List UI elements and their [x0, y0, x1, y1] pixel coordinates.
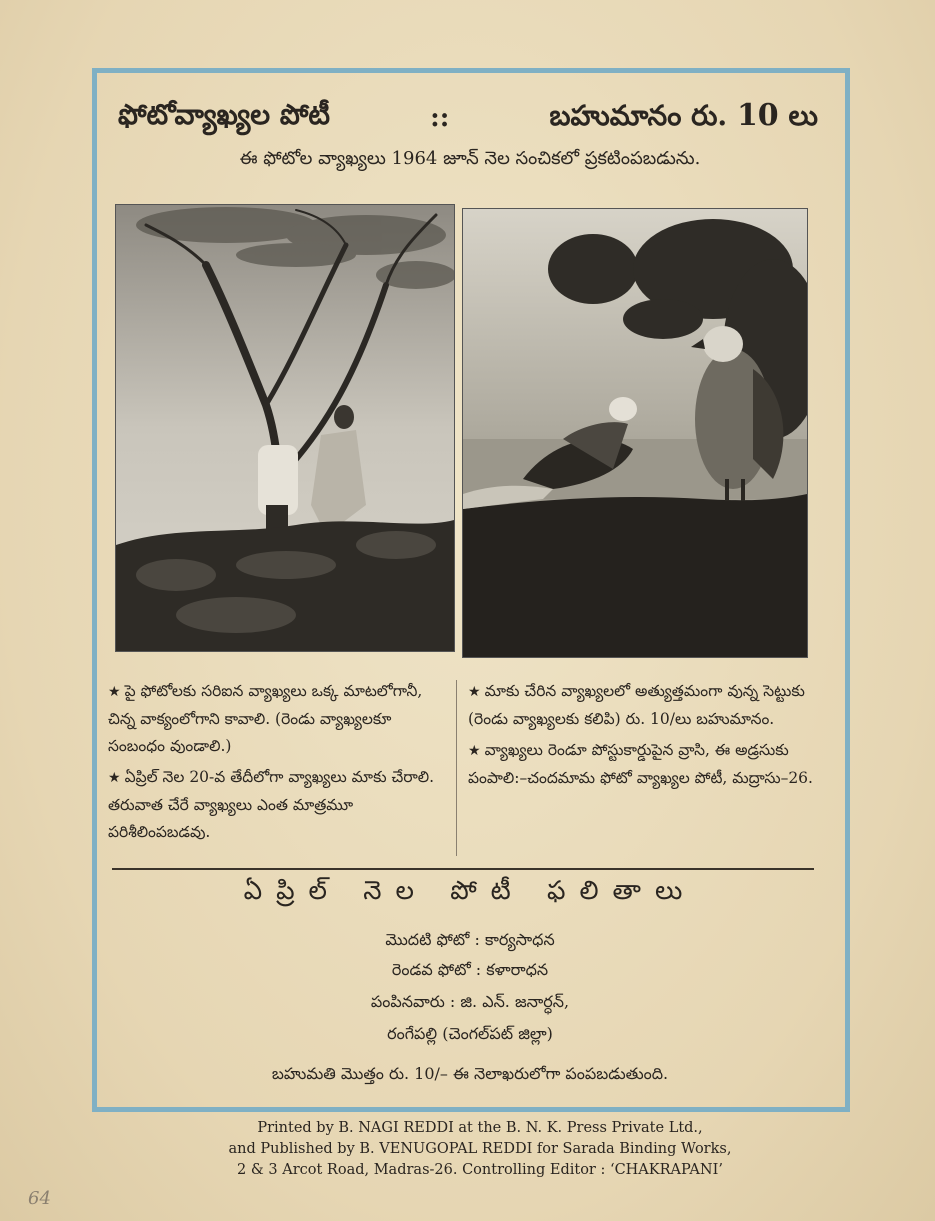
photo-tree-couple: [115, 204, 455, 652]
section-divider: [112, 868, 814, 870]
photo-tree-couple-image: [116, 205, 454, 651]
result-first-photo: మొదటి ఫోటో : కార్యసాధన: [385, 930, 555, 949]
imprint-footer: [100, 1118, 860, 1181]
result-place: రంగేపల్లి (చెంగల్‌పట్ జిల్లా): [387, 1024, 553, 1043]
rule-item: [108, 678, 453, 760]
rules-divider: [456, 680, 457, 856]
result-second-photo: రెండవ ఫోటో : కళారాధన: [391, 960, 549, 979]
star-icon: ★: [468, 743, 481, 759]
prize-text: బహుమానం రు.: [549, 98, 728, 132]
rule-item: [468, 737, 818, 792]
prize-suffix: లు: [788, 98, 818, 132]
imprint-line-1: Printed by B. NAGI REDDI at the B. N. K. Press Private Ltd.,: [257, 1120, 703, 1136]
rule-text: పై ఫోటోలకు సరిఐన వ్యాఖ్యలు ఒక్క మాటలోగానీ, చిన్న వాక్యంలోగాని కావాలి. (రెండు వ్యాఖ్యలకూ సంబంధం వుండాలి.): [108, 682, 423, 755]
photo-two-birds: [462, 208, 808, 658]
contest-title: ఫోటోవ్యాఖ్యల పోటీ: [118, 98, 331, 131]
rule-text: వ్యాఖ్యలు రెండూ పోస్టుకార్డుపైన వ్రాసి, ఈ అడ్రసుకు పంపాలి:–చందమామ ఫోటో వ్యాఖ్యల పోటీ, మద్రాసు–26.: [468, 741, 813, 787]
star-icon: ★: [108, 684, 121, 700]
imprint-line-3: 2 & 3 Arcot Road, Madras-26. Controlling Editor : ‘CHAKRAPANI’: [237, 1162, 723, 1178]
results-title: ఏప్రిల్ నెల పోటీ ఫలితాలు: [243, 876, 697, 906]
rules-right-column: [468, 678, 818, 796]
announcement: ఈ ఫోటోల వ్యాఖ్యలు 1964 జూన్ నెల సంచికలో ప్రకటింపబడును.: [239, 148, 701, 169]
result-sender: పంపినవారు : జి. ఎన్. జనార్ధన్,: [370, 992, 570, 1011]
rules-left-column: [108, 678, 453, 850]
result-prize-note: బహుమతి మొత్తం రు. 10/– ఈ నెలాఖరులోగా పంపబడుతుంది.: [271, 1064, 669, 1083]
rule-item: [468, 678, 818, 733]
header-separator: ::: [430, 103, 450, 133]
star-icon: ★: [108, 770, 121, 786]
rule-text: మాకు చేరిన వ్యాఖ్యలలో అత్యుత్తమంగా వున్న సెట్టుకు (రెండు వ్యాఖ్యలకు కలిపి) రు. 10/లు బహుమానం.: [468, 682, 805, 728]
prize-amount: 10: [736, 97, 779, 133]
contest-header: [118, 96, 818, 140]
photo-two-birds-image: [463, 209, 807, 657]
rule-item: [108, 764, 453, 846]
prize-label: [549, 98, 818, 139]
rule-text: ఏప్రిల్ నెల 20-వ తేదీలోగా వ్యాఖ్యలు మాకు చేరాలి. తరువాత చేరే వ్యాఖ్యలు ఎంత మాత్రమూ పరిశీలింపబడవు.: [108, 768, 435, 841]
star-icon: ★: [468, 684, 481, 700]
page-mark: 64: [28, 1188, 51, 1209]
imprint-line-2: and Published by B. VENUGOPAL REDDI for Sarada Binding Works,: [228, 1141, 732, 1157]
